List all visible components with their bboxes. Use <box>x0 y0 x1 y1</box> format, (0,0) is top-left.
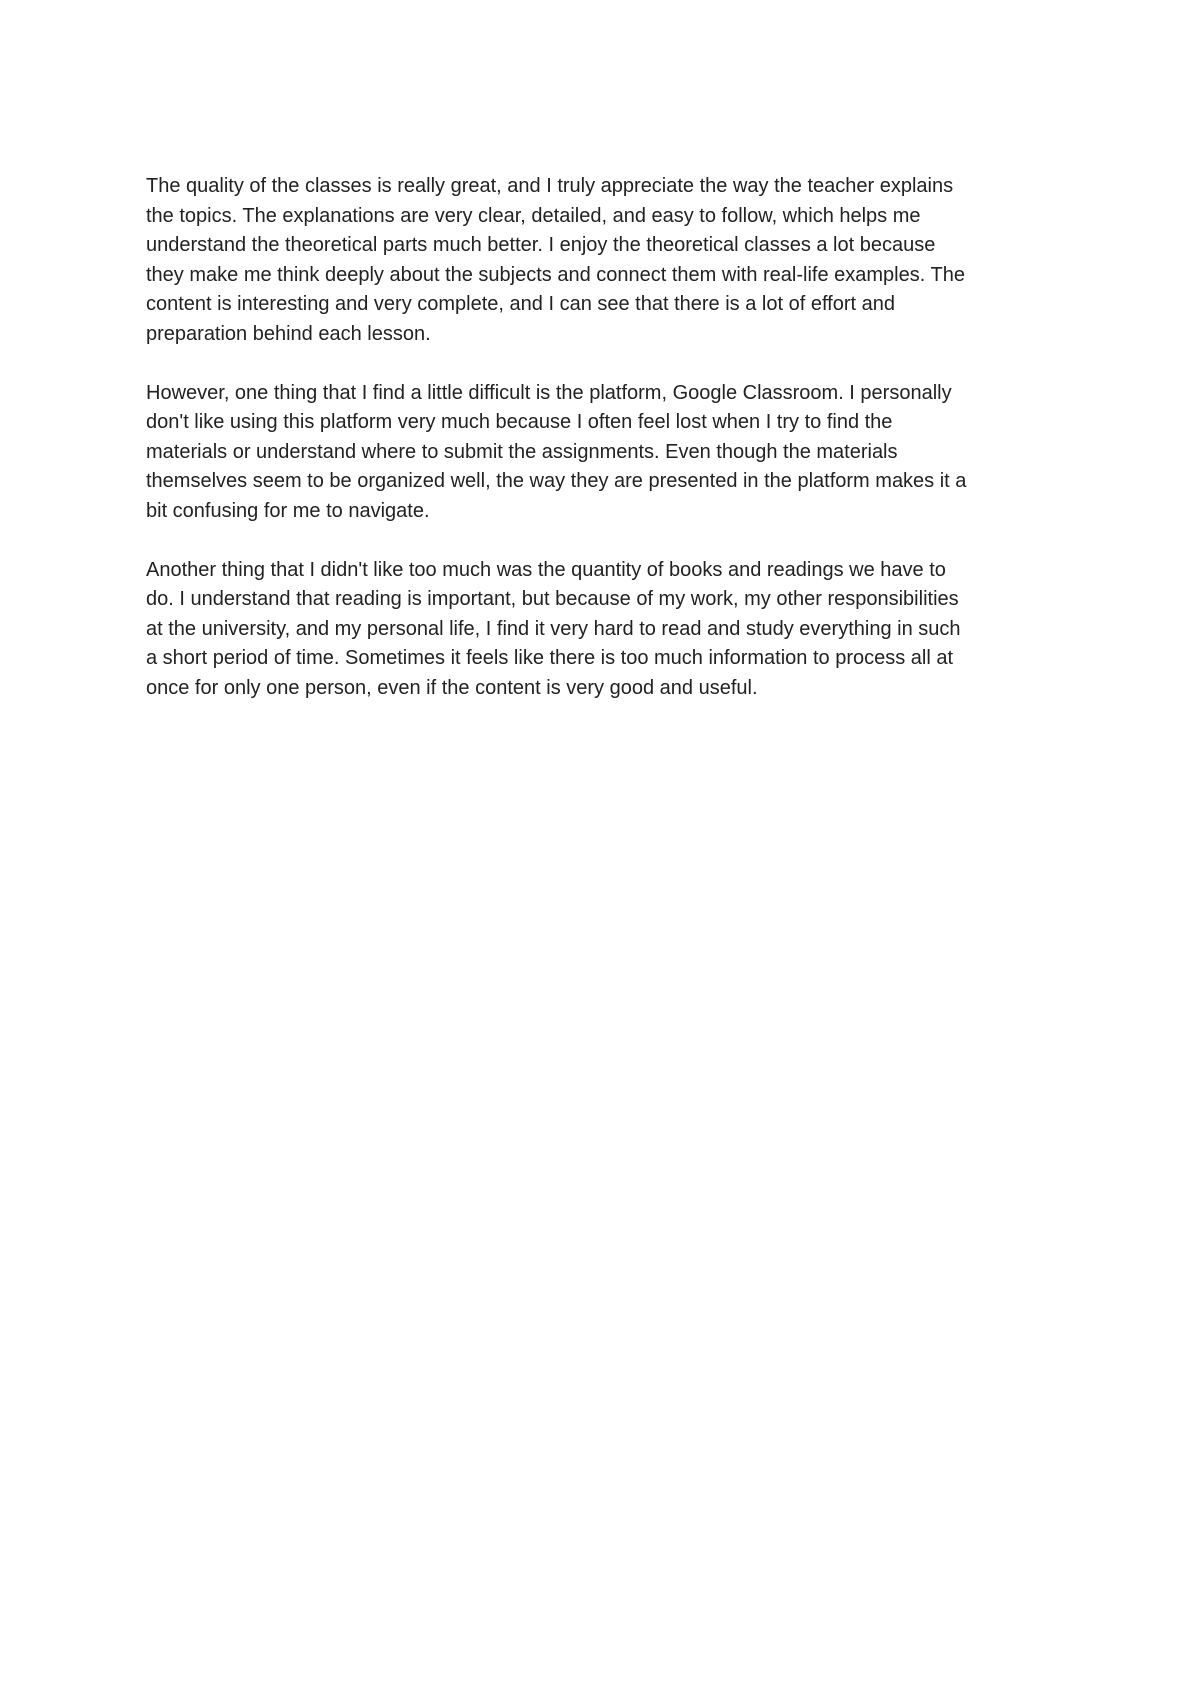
text-line: don't like using this platform very much because I often feel lost when I try to find the <box>146 411 893 433</box>
text-line: do. I understand that reading is important, but because of my work, my other responsibilities <box>146 588 959 610</box>
text-line: themselves seem to be organized well, the way they are presented in the platform makes it a <box>146 470 967 492</box>
paragraph-reading-load <box>146 556 1076 704</box>
text-line: the topics. The explanations are very clear, detailed, and easy to follow, which helps me <box>146 204 921 227</box>
text-line: However, one thing that I find a little difficult is the platform, Google Classroom. I personally <box>146 381 952 404</box>
text-line: understand the theoretical parts much better. I enjoy the theoretical classes a lot because <box>146 234 936 256</box>
text-line: at the university, and my personal life, I find it very hard to read and study everything in such <box>146 617 961 640</box>
text-line: The quality of the classes is really great, and I truly appreciate the way the teacher explains <box>146 175 954 197</box>
text-line: a short period of time. Sometimes it feels like there is too much information to process all at <box>146 647 954 669</box>
text-line: content is interesting and very complete, and I can see that there is a lot of effort and <box>146 293 895 315</box>
document-body <box>146 172 1076 733</box>
text-line: preparation behind each lesson. <box>146 322 431 345</box>
text-line: once for only one person, even if the content is very good and useful. <box>146 676 758 699</box>
text-line: bit confusing for me to navigate. <box>146 499 430 522</box>
text-line: Another thing that I didn't like too much was the quantity of books and readings we have to <box>146 558 946 581</box>
paragraph-platform-feedback <box>146 379 1076 527</box>
paragraph-class-quality <box>146 172 1076 349</box>
text-line: materials or understand where to submit the assignments. Even though the materials <box>146 440 898 463</box>
text-line: they make me think deeply about the subjects and connect them with real-life examples. The <box>146 263 965 286</box>
